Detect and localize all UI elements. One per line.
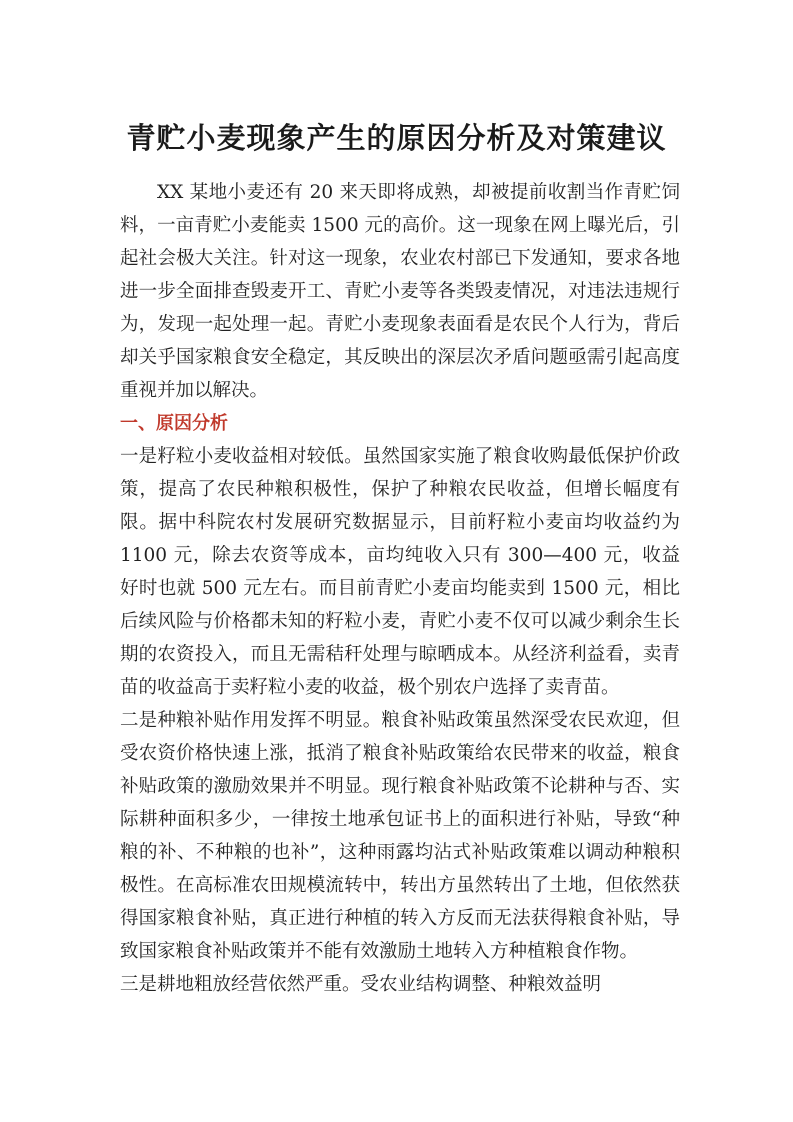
- paragraph-extensive-farming: 三是耕地粗放经营依然严重。受农业结构调整、种粮效益明: [120, 974, 602, 995]
- paragraph-subsidy: 二是种粮补贴作用发挥不明显。粮食补贴政策虽然深受农民欢迎，但受农资价格快速上涨，抵消了粮食补贴政策给农民带来的收益，粮食补贴政策的激励效果并不明显。现行粮食补贴政策不论耕种与否、实际耕种面积多少，一律按土地承包证书上的面积进行补贴，导致“种粮的补、不种粮的也补”，这种雨露均沾式补贴政策难以调动种粮积极性。在高标准农田规模流转中，转出方虽然转出了土地，但依然获得国家粮食补贴，真正进行种植的转入方反而无法获得粮食补贴，导致国家粮食补贴政策并不能有效激励土地转入方种植粮食作物。: [120, 710, 680, 962]
- section-heading-cause-analysis: 一、原因分析: [120, 413, 228, 434]
- document-title: 青贮小麦现象产生的原因分析及对策建议: [126, 121, 667, 155]
- intro-paragraph: XX 某地小麦还有 20 来天即将成熟，却被提前收割当作青贮饲料，一亩青贮小麦能卖 1500 元的高价。这一现象在网上曝光后，引起社会极大关注。针对这一现象，农业农村部已下发通知，要求各地进一步全面排查毁麦开工、青贮小麦等各类毁麦情况，对违法违规行为，发现一起处理一起。青贮小麦现象表面看是农民个人行为，背后却关乎国家粮食安全稳定，其反映出的深层次矛盾问题亟需引起高度重视并加以解决。: [120, 182, 680, 401]
- document-body: [120, 176, 680, 1001]
- paragraph-grain-income: 一是籽粒小麦收益相对较低。虽然国家实施了粮食收购最低保护价政策，提高了农民种粮积极性，保护了种粮农民收益，但增长幅度有限。据中科院农村发展研究数据显示，目前籽粒小麦亩均收益约为 1100 元，除去农资等成本，亩均纯收入只有 300—400 元，收益好时也就 500 元左右。而目前青贮小麦亩均能卖到 1500 元，相比后续风险与价格都未知的籽粒小麦，青贮小麦不仅可以减少剩余生长期的农资投入，而且无需秸秆处理与晾晒成本。从经济利益看，卖青苗的收益高于卖籽粒小麦的收益，极个别农户选择了卖青苗。: [120, 446, 680, 698]
